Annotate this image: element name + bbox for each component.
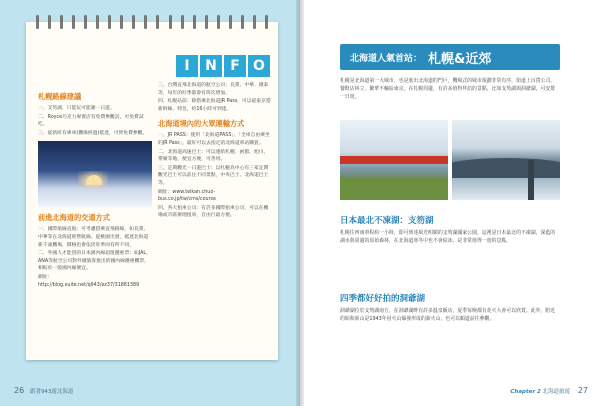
list-item: 四、各大租車公司：有許多國際租車公司，可以在機場或市區辦理租車，自由行最方便。 xyxy=(158,205,269,219)
info-letter: F xyxy=(224,55,246,77)
snow-festival-photo xyxy=(38,141,152,207)
info-letter: O xyxy=(248,55,270,77)
banner-lead: 北海道人氣首站： xyxy=(350,53,423,64)
section-title-transport-to-hokkaido: 前進北海道的交通方式 xyxy=(38,213,110,223)
left-footer xyxy=(14,386,73,395)
list-item: 三、台灣直飛北海道的航空公司：長榮、中華、國泰等，每年的旺季都會有班次增加。 xyxy=(158,83,269,96)
banner-title: 札幌&近郊 xyxy=(428,51,492,67)
footer-chapter-title: 北海道旅遊 xyxy=(542,389,571,395)
list-item: 二、Royce巧克力專賣店有免費參觀訪，可免費試吃。 xyxy=(38,114,144,128)
list-item: 三、從新町有專車(機場經過)抵達，可到免費參觀。 xyxy=(38,130,148,136)
section-title-toya: 四季都好好拍的洞爺湖 xyxy=(340,294,426,304)
list-item: 二、外國人才能買的日本國內線超值優惠票：如JAL、ANA等航空公司對外國旅客推出的國內線優惠機票，相較於一般國內線便宜。 xyxy=(38,251,151,272)
footer-chapter: Chapter 2 xyxy=(510,389,541,395)
list-item: 二、北海道高速巴士：可以連結札幌、函館、旭川、帶廣等地，便宜方便，可善用。 xyxy=(158,149,269,163)
blog-url[interactable]: 網址：http://blog.xuite.net/q943/ez37/31881389 xyxy=(38,274,140,288)
list-item: 一、JR PASS：使用「北海道PASS」、「全車自由乘坐的JR Pass」，最好可以去指定的北海道車站購買。 xyxy=(158,133,270,146)
red-bridge-photo xyxy=(340,120,448,200)
list-item: 一、支笏湖，只能玩可能趣一日遊。 xyxy=(38,106,115,111)
info-column-left xyxy=(38,86,152,290)
list-item: 一、國際航線直航：可考慮搭乘直飛路線，如長榮、中華等在北海道經營航線。從桃園出發，抵達北海道新千歲機場，價格也會依淡旺季而有所不同。 xyxy=(38,227,149,248)
page-number: 27 xyxy=(577,386,588,395)
page-number: 26 xyxy=(14,386,25,395)
info-column-right xyxy=(158,82,272,221)
list-item: 四、札幌站前：除搭乘北海道JR Pass，可以從東京搭新幹線、特急，約16小時可到達。 xyxy=(158,99,271,112)
section-title-local-transport: 北海道境內的大眾運輸方式 xyxy=(158,119,245,129)
list-item: 三、定期觀光一日遊巴士：以札幌為中心有三家定期觀光巴士可以前往不同景點，中央巴士、北海道巴士等。 xyxy=(158,165,269,186)
info-heading xyxy=(176,55,270,77)
toya-paragraph: 洞爺湖位於支笏湖南方，在洞爺湖畔有許多溫泉飯店，夏季每晚都有花火大會可以欣賞。此外，附近的昭和新山是1943年因火山爆發形成的新火山，也可以順道前往參觀。 xyxy=(340,308,556,322)
tour-url[interactable]: 網址：www.teikan.chuo-bus.co.jp/tw/cms/course xyxy=(158,189,216,203)
shikotsu-paragraph: 札幌往西南車程約一小時，即可到達風光明媚的支笏湖國家公園，這裡是日本最北的不凍湖，深藍的湖水與周邊的原始森林，在北海道寒冬中也不會結冰，是非常值得一遊的景點。 xyxy=(340,230,556,244)
intro-paragraph: 札幌是北海道第一大城市，也是進出北海道的門戶，機場式的城市規劃非常有序，街道上百貨公司、餐飲店林立，繁華不輸給東京。在札幌周邊，有許多值得拜訪的景點，比如支笏湖與洞爺湖，可安排一日遊。 xyxy=(340,78,556,100)
section-title-shikotsu: 日本最北不凍湖：支笏湖 xyxy=(340,216,434,226)
book-gutter xyxy=(296,0,304,406)
info-letter: N xyxy=(200,55,222,77)
info-letter: I xyxy=(176,55,198,77)
info-notebook xyxy=(26,22,278,360)
right-footer xyxy=(510,386,588,395)
spiral-binding xyxy=(36,15,268,29)
right-page xyxy=(300,0,600,406)
chapter-banner xyxy=(340,44,560,70)
footer-book-title: 跟著943遊北海道 xyxy=(29,389,74,395)
lake-photo xyxy=(452,120,560,200)
section-title-sapporo-tips: 札幌路線建議 xyxy=(38,92,82,101)
